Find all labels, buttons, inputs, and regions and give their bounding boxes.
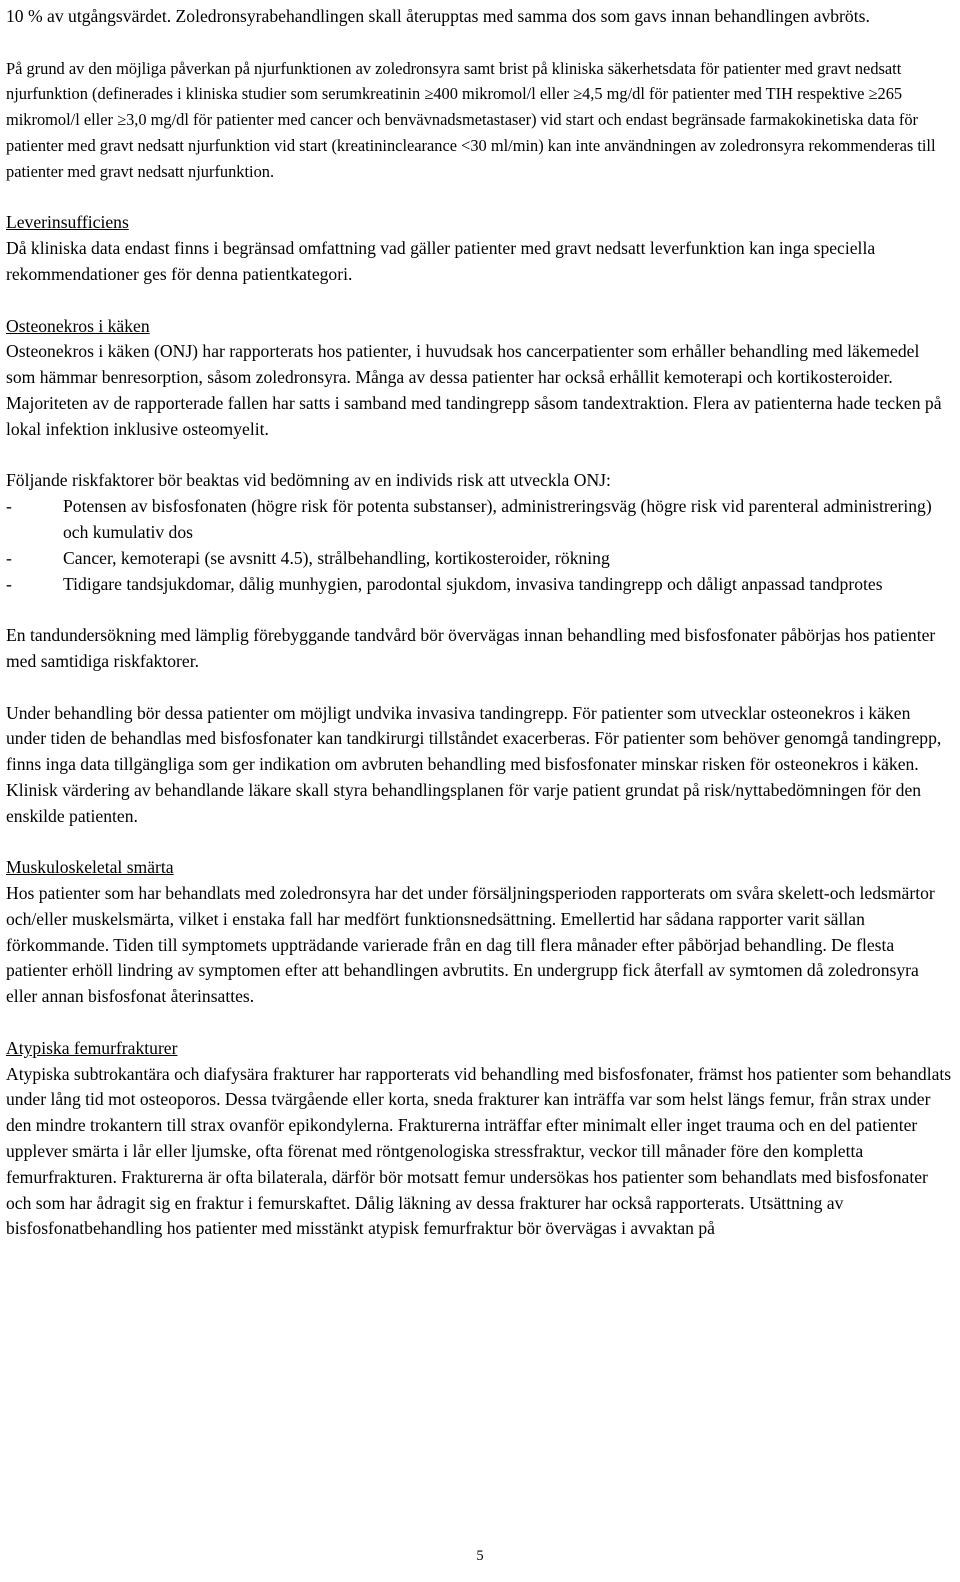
list-item-text: Tidigare tandsjukdomar, dålig munhygien, parodontal sjukdom, invasiva tandingrepp och dåligt anpassad tandprotes bbox=[63, 573, 883, 594]
paragraph-musculoskeletal-pain: Hos patienter som har behandlats med zoledronsyra har det under försäljningsperioden rapporterats om svåra skelett-och ledsmärtor och/eller muskelsmärta, vilket i enstaka fall har medfört funktionsnedsättning. Emellertid har sådana rapporter varit sällan förkommande. Tiden till symptomets uppträdande varierade från en dag till flera månader efter påbörjad behandling. De flesta patienter erhöll lindring av symptomen efter att behandlingen avbrutits. En undergrupp fick återfall av symtomen då zoledronsyra eller annan bisfosfonat återinsattes. bbox=[6, 883, 935, 1007]
paragraph-dental-exam: En tandundersökning med lämplig förebyggande tandvård bör övervägas innan behandling med bisfosfonater påbörjas hos patienter med samtidiga riskfaktorer. bbox=[6, 625, 936, 671]
list-dash: - bbox=[6, 573, 12, 594]
list-dash: - bbox=[6, 496, 12, 517]
list-item-text: Potensen av bisfosfonaten (högre risk för potenta substanser), administreringsväg (högre risk vid parenteral administrering) och kumulativ dos bbox=[63, 496, 932, 542]
heading-osteonecrosis-jaw: Osteonekros i käken bbox=[6, 315, 150, 336]
paragraph-renal-impairment: På grund av den möjliga påverkan på njurfunktionen av zoledronsyra samt brist på kliniska säkerhetsdata för patienter med gravt nedsatt njurfunktion (definerades i kliniska studier som serumkreatinin ≥400 mikromol/l eller ≥4,5 mg/dl för patienter med TIH respektive ≥265 mikromol/l eller ≥3,0 mg/dl för patienter med cancer och benvävnadsmetastaser) vid start och endast begränsade farmakokinetiska data för patienter med gravt nedsatt njurfunktion vid start (kreatininclearance <30 ml/min) kan inte användningen av zoledronsyra rekommenderas till patienter med gravt nedsatt njurfunktion. bbox=[6, 58, 936, 181]
list-item bbox=[6, 546, 952, 572]
paragraph-atypical-fractures: Atypiska subtrokantära och diafysära frakturer har rapporterats vid behandling med bisfosfonater, främst hos patienter som behandlats under lång tid mot osteoporos. Dessa tvärgående eller korta, sneda frakturer kan inträffa var som helst längs femur, från strax under den mindre trokantern till strax ovanför epikondylerna. Frakturerna inträffar efter minimalt eller inget trauma och en del patienter upplever smärta i lår eller ljumske, ofta förenat med röntgenologiska stressfraktur, veckor till månader före den kompletta femurfrakturen. Frakturerna är ofta bilaterala, därför bör motsatt femur undersökas hos patienter som behandlats med bisfosfonater och som har ådragit sig en fraktur i femurskaftet. Dålig läkning av dessa frakturer har också rapporterats. Utsättning av bisfosfonatbehandling hos patienter med misstänkt atypisk femurfraktur bör övervägas i avvaktan på bbox=[6, 1063, 952, 1239]
paragraph-osteonecrosis-jaw: Osteonekros i käken (ONJ) har rapporterats hos patienter, i huvudsak hos cancerpatienter som erhåller behandling med läkemedel som hämmar benresorption, såsom zoledronsyra. Många av dessa patienter har också erhållit kemoterapi och kortikosteroider. Majoriteten av de rapporterade fallen har satts i samband med tandingrepp såsom tandextraktion. Flera av patienterna hade tecken på lokal infektion inklusive osteomyelit. bbox=[6, 341, 942, 439]
list-dash: - bbox=[6, 547, 12, 568]
paragraph-risk-intro: Följande riskfaktorer bör beaktas vid bedömning av en individs risk att utveckla ONJ: bbox=[6, 470, 611, 491]
page-number: 5 bbox=[476, 1548, 484, 1564]
paragraph-during-treatment: Under behandling bör dessa patienter om möjligt undvika invasiva tandingrepp. För patienter som utvecklar osteonekros i käken under tiden de behandlas med bisfosfonater kan tandkirurgi tillståndet exacerberas. För patienter som behöver genomgå tandingrepp, finns inga data tillgängliga som ger indikation om avbruten behandling med bisfosfonater minskar risken för osteonekros i käken. Klinisk värdering av behandlande läkare skall styra behandlingsplanen för varje patient grundat på risk/nyttabedömningen för den enskilde patienten. bbox=[6, 702, 942, 826]
list-item bbox=[6, 494, 952, 546]
paragraph-liver-insufficiency: Då kliniska data endast finns i begränsad omfattning vad gäller patienter med gravt nedsatt leverfunktion kan inga speciella rekommendationer ges för denna patientkategori. bbox=[6, 238, 876, 284]
paragraph-dose-resume: 10 % av utgångsvärdet. Zoledronsyrabehandlingen skall återupptas med samma dos som gavs innan behandlingen avbröts. bbox=[6, 6, 870, 26]
list-item bbox=[6, 572, 952, 598]
document-page bbox=[6, 0, 952, 1242]
heading-musculoskeletal-pain: Muskuloskeletal smärta bbox=[6, 857, 174, 878]
list-item-text: Cancer, kemoterapi (se avsnitt 4.5), strålbehandling, kortikosteroider, rökning bbox=[63, 547, 610, 568]
risk-factor-list bbox=[6, 494, 952, 597]
heading-liver-insufficiency: Leverinsufficiens bbox=[6, 212, 129, 233]
heading-atypical-fractures: Atypiska femurfrakturer bbox=[6, 1037, 178, 1058]
